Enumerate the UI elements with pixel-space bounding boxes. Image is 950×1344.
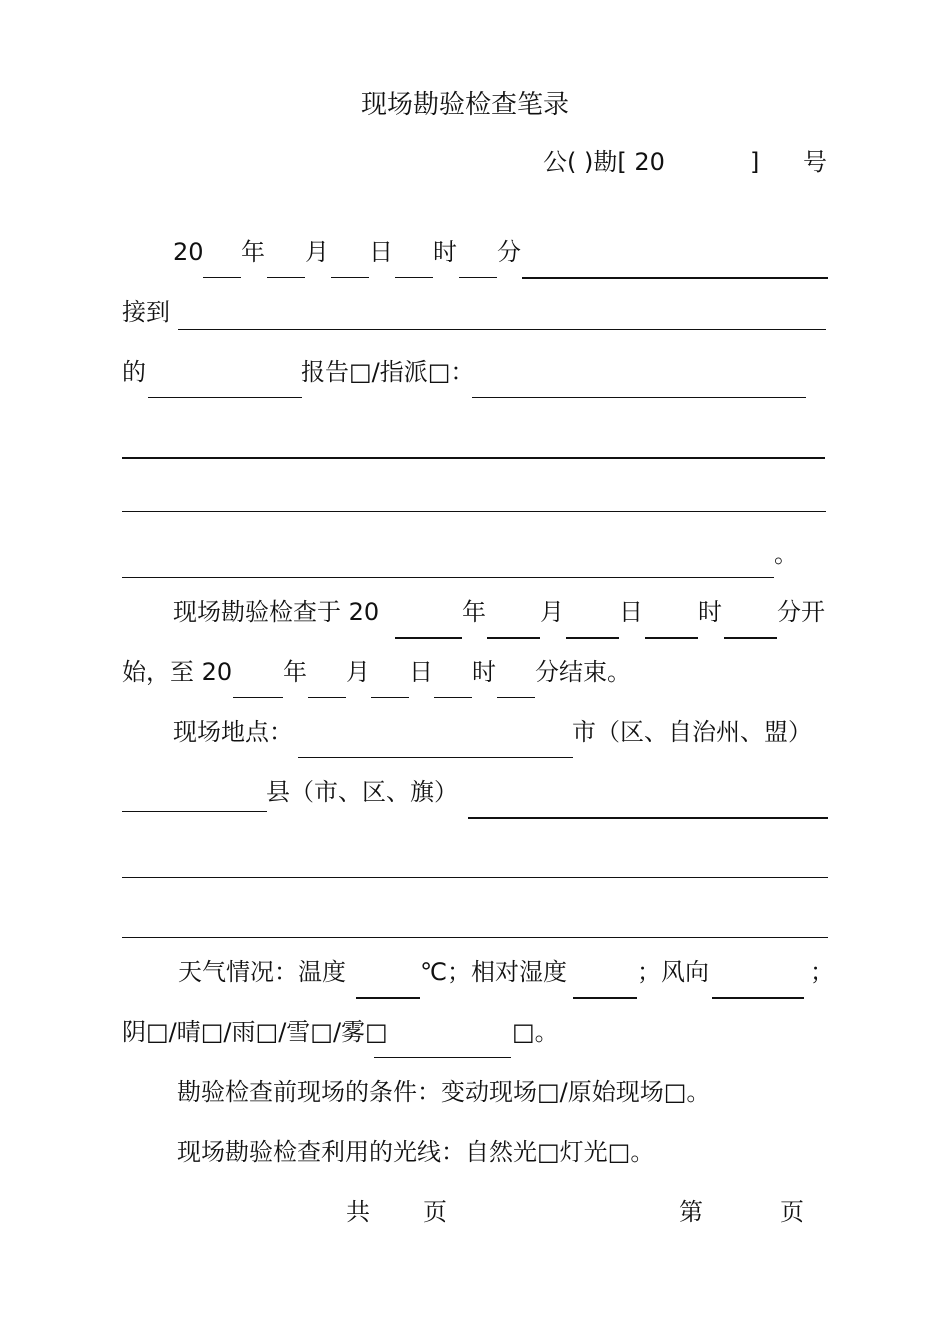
inspection-start-year-label: 年 (462, 598, 486, 626)
page-number-unit: 页 (780, 1198, 804, 1226)
inspection-start-label: 现场勘验检查于 20 (173, 598, 380, 626)
wind-direction-label: ；风向 (637, 958, 709, 986)
inspection-start-year-blank[interactable] (395, 637, 462, 639)
inspection-start-month-blank[interactable] (487, 637, 540, 639)
reporter-blank[interactable] (148, 397, 302, 398)
received-year-label: 年 (241, 238, 265, 266)
temperature-blank[interactable] (356, 997, 420, 999)
page-number-label: 第 (679, 1198, 703, 1226)
inspection-end-day-blank[interactable] (371, 697, 409, 698)
humidity-blank[interactable] (573, 997, 637, 999)
report-end-period: 。 (774, 540, 798, 568)
total-pages-label: 共 (346, 1198, 370, 1226)
location-county-label: 县（市、区、旗） (266, 778, 458, 806)
lighting-line: 现场勘验检查利用的光线：自然光□灯光□。 (177, 1138, 655, 1166)
scene-condition-line: 勘验检查前现场的条件：变动现场□/原始现场□。 (177, 1078, 711, 1106)
inspection-start-hour-label: 时 (698, 598, 722, 626)
of-label: 的 (122, 358, 146, 386)
received-month-label: 月 (305, 238, 329, 266)
weather-other-checkbox[interactable]: □。 (512, 1018, 559, 1046)
received-year-blank[interactable] (203, 277, 241, 278)
inspection-start-hour-blank[interactable] (645, 637, 698, 639)
inspection-end-minute-blank[interactable] (497, 697, 535, 698)
received-from-label: 接到 (122, 298, 170, 326)
weather-temperature-label: 天气情况：温度 (178, 958, 346, 986)
received-from-blank[interactable] (178, 329, 826, 330)
location-city-blank[interactable] (298, 757, 573, 758)
humidity-label: ℃；相对湿度 (420, 958, 567, 986)
received-year-prefix: 20 (173, 238, 204, 266)
location-county-blank[interactable] (122, 811, 267, 812)
inspection-start-day-label: 日 (619, 598, 643, 626)
document-number-prefix: 公( )勘[ 20 (543, 148, 665, 176)
inspection-start-minute-label: 分开 (777, 598, 825, 626)
wind-semicolon: ； (810, 958, 834, 986)
weather-options: 阴□/晴□/雨□/雪□/雾□ (122, 1018, 388, 1046)
inspection-start-day-blank[interactable] (566, 637, 619, 639)
location-city-label: 市（区、自治州、盟） (572, 718, 812, 746)
inspection-start-month-label: 月 (540, 598, 564, 626)
inspection-end-label: 始，至 20 (122, 658, 233, 686)
document-number-suffix: 号 (803, 148, 827, 176)
inspection-start-minute-blank[interactable] (724, 637, 777, 639)
location-label: 现场地点： (173, 718, 293, 746)
received-minute-label: 分 (497, 238, 521, 266)
report-content-line-3[interactable] (122, 511, 826, 512)
received-month-blank[interactable] (267, 277, 305, 278)
received-hour-blank[interactable] (395, 277, 433, 278)
inspection-end-month-label: 月 (346, 658, 370, 686)
report-content-blank[interactable] (472, 397, 806, 398)
inspection-end-hour-label: 时 (472, 658, 496, 686)
inspection-end-day-label: 日 (409, 658, 433, 686)
inspection-end-minute-label: 分结束。 (535, 658, 631, 686)
inspection-end-year-label: 年 (283, 658, 307, 686)
received-extra-blank[interactable] (522, 277, 828, 279)
received-minute-blank[interactable] (459, 277, 497, 278)
inspection-end-month-blank[interactable] (308, 697, 346, 698)
wind-direction-blank[interactable] (712, 997, 804, 999)
inspection-end-hour-blank[interactable] (434, 697, 472, 698)
received-day-label: 日 (369, 238, 393, 266)
report-content-line-4[interactable] (122, 577, 774, 578)
report-content-line-2[interactable] (122, 457, 825, 459)
total-pages-unit: 页 (423, 1198, 447, 1226)
received-hour-label: 时 (433, 238, 457, 266)
document-title: 现场勘验检查笔录 (361, 90, 570, 120)
weather-other-blank[interactable] (374, 1057, 511, 1058)
location-detail-line-3[interactable] (122, 937, 828, 938)
location-detail-blank[interactable] (468, 817, 828, 819)
received-day-blank[interactable] (331, 277, 369, 278)
document-number-bracket-close: ] (750, 148, 760, 176)
location-detail-line-2[interactable] (122, 877, 828, 878)
inspection-end-year-blank[interactable] (233, 697, 283, 698)
report-or-assign-label: 报告□/指派□： (301, 358, 475, 386)
